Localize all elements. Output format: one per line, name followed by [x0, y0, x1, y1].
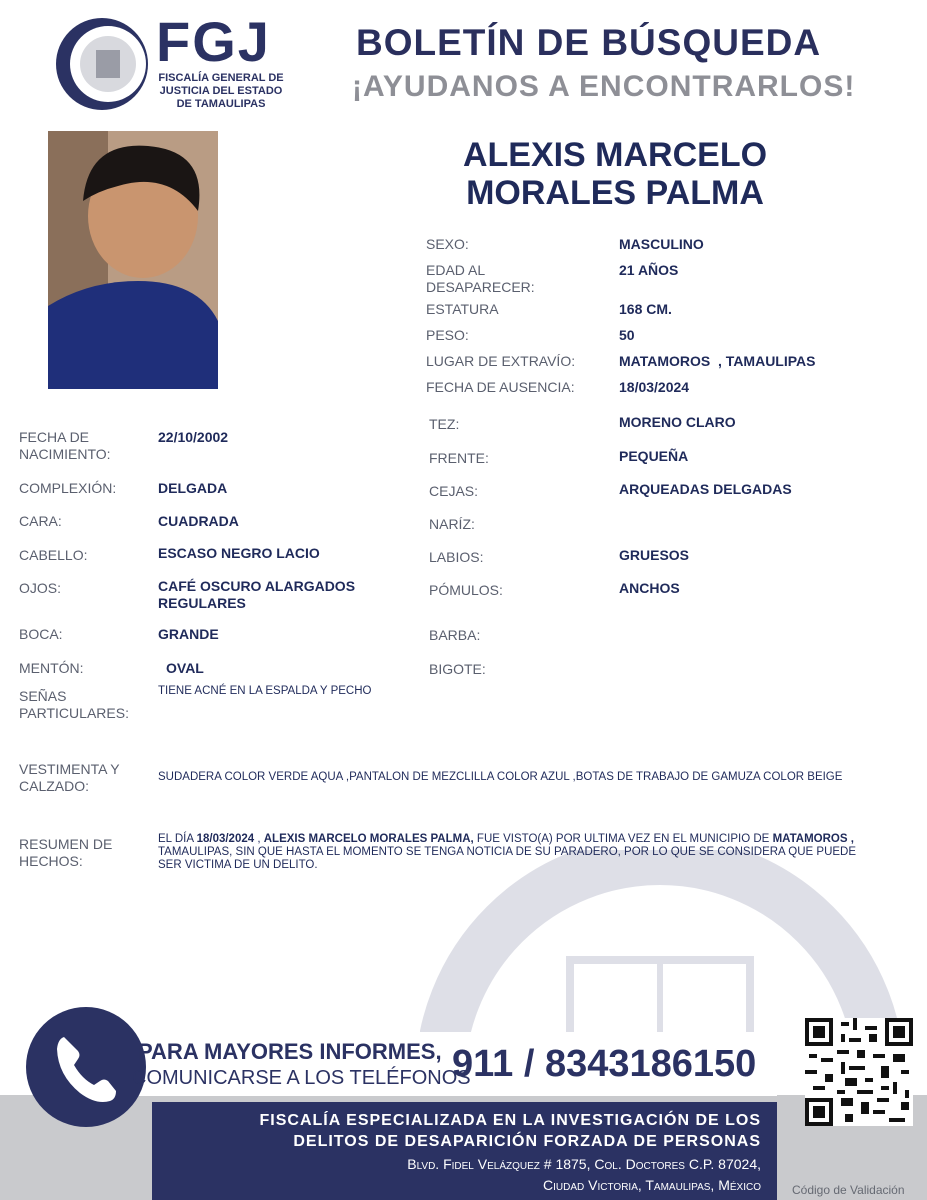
footer-line2: DELITOS DE DESAPARICIÓN FORZADA DE PERSONAS — [293, 1133, 761, 1150]
footer-line1: FISCALÍA ESPECIALIZADA EN LA INVESTIGACIÓN DE LOS — [259, 1112, 761, 1129]
contact-line2: COMUNICARSE A LOS TELÉFONOS — [132, 1067, 471, 1089]
clothing-value: SUDADERA COLOR VERDE AQUA ,PANTALON DE MEZCLILLA COLOR AZUL ,BOTAS DE TRABAJO DE GAMUZA COLOR BEIGE — [158, 771, 843, 783]
feature-value-cejas: ARQUEADAS DELGADAS — [619, 481, 792, 497]
qr-code[interactable] — [805, 1018, 913, 1126]
feature-label-cejas: CEJAS: — [429, 483, 479, 499]
detail-value-fecha-ausencia: 18/03/2024 — [619, 379, 690, 395]
phone-icon — [24, 1005, 148, 1129]
clothing-label: VESTIMENTA Y CALZADO: — [19, 761, 120, 794]
detail-value-sexo: MASCULINO — [619, 236, 704, 252]
feature-label-cara: CARA: — [19, 513, 62, 529]
detail-label-peso: PESO: — [426, 327, 469, 343]
feature-label-menton: MENTÓN: — [19, 660, 84, 676]
feature-value-nacimiento: 22/10/2002 — [158, 429, 229, 445]
person-name: ALEXIS MARCELO MORALES PALMA — [462, 136, 768, 212]
feature-value-complexion: DELGADA — [158, 480, 228, 496]
detail-label-lugar: LUGAR DE EXTRAVÍO: — [426, 353, 576, 369]
footer-line3: Blvd. Fidel Velázquez # 1875, Col. Doctores C.P. 87024, — [407, 1156, 761, 1172]
feature-value-boca: GRANDE — [158, 626, 219, 642]
contact-line1: PARA MAYORES INFORMES, — [138, 1039, 442, 1064]
contact-phone: 911 / 8343186150 — [452, 1043, 757, 1085]
fgj-logo — [52, 10, 302, 116]
feature-value-labios: GRUESOS — [619, 547, 690, 563]
person-photo — [48, 131, 218, 389]
feature-label-complexion: COMPLEXIÓN: — [19, 480, 117, 496]
detail-label-estatura: ESTATURA — [426, 301, 499, 317]
bulletin-subtitle: ¡AYUDANOS A ENCONTRARLOS! — [352, 70, 856, 103]
detail-value-edad: 21 AÑOS — [619, 262, 679, 278]
feature-value-cabello: ESCASO NEGRO LACIO — [158, 545, 320, 561]
logo-text: FGJ — [156, 10, 271, 73]
feature-label-boca: BOCA: — [19, 626, 63, 642]
feature-label-labios: LABIOS: — [429, 549, 484, 565]
detail-label-fecha-ausencia: FECHA DE AUSENCIA: — [426, 379, 575, 395]
feature-value-menton: OVAL — [166, 660, 204, 676]
footer-office-box — [152, 1102, 777, 1200]
fgj-seal-icon — [52, 14, 152, 114]
detail-label-sexo: SEXO: — [426, 236, 469, 252]
feature-value-frente: PEQUEÑA — [619, 448, 689, 464]
feature-label-nacimiento: FECHA DE NACIMIENTO: — [19, 429, 111, 462]
summary-text: EL DÍA 18/03/2024 , ALEXIS MARCELO MORALES PALMA, FUE VISTO(A) POR ULTIMA VEZ EN EL MUNICIPIO DE MATAMOROS , TAMAULIPAS, SIN QUE HASTA EL MOMENTO SE TENGA NOTICIA DE SU PARADERO, POR LO QUE SE CONSIDERA QUE PUEDE SER VICTIMA DE UN DELITO. — [158, 833, 857, 871]
feature-label-barba: BARBA: — [429, 627, 481, 643]
feature-label-pomulos: PÓMULOS: — [429, 582, 503, 598]
footer-line4: Ciudad Victoria, Tamaulipas, México — [543, 1177, 761, 1193]
feature-value-tez: MORENO CLARO — [619, 414, 736, 430]
feature-label-senas: SEÑAS PARTICULARES: — [19, 688, 129, 721]
feature-label-tez: TEZ: — [429, 416, 460, 432]
feature-label-bigote: BIGOTE: — [429, 661, 486, 677]
feature-label-ojos: OJOS: — [19, 580, 62, 596]
detail-label-edad: EDAD AL DESAPARECER: — [426, 262, 535, 295]
feature-label-frente: FRENTE: — [429, 450, 489, 466]
detail-value-peso: 50 — [619, 327, 635, 343]
summary-label: RESUMEN DE HECHOS: — [19, 836, 113, 869]
feature-value-ojos: CAFÉ OSCURO ALARGADOS REGULARES — [158, 578, 356, 611]
feature-value-cara: CUADRADA — [158, 513, 239, 529]
feature-label-nariz: NARÍZ: — [429, 516, 475, 532]
validation-code-label: Código de Validación — [792, 1183, 905, 1197]
feature-value-pomulos: ANCHOS — [619, 580, 680, 596]
detail-value-estatura: 168 CM. — [619, 301, 672, 317]
feature-value-senas: TIENE ACNÉ EN LA ESPALDA Y PECHO — [158, 685, 372, 697]
detail-value-lugar: MATAMOROS , TAMAULIPAS — [619, 353, 816, 369]
bulletin-title: BOLETÍN DE BÚSQUEDA — [356, 22, 822, 63]
feature-label-cabello: CABELLO: — [19, 547, 88, 563]
logo-subtext: FISCALÍA GENERAL DE JUSTICIA DEL ESTADO DE TAMAULIPAS — [158, 72, 284, 110]
